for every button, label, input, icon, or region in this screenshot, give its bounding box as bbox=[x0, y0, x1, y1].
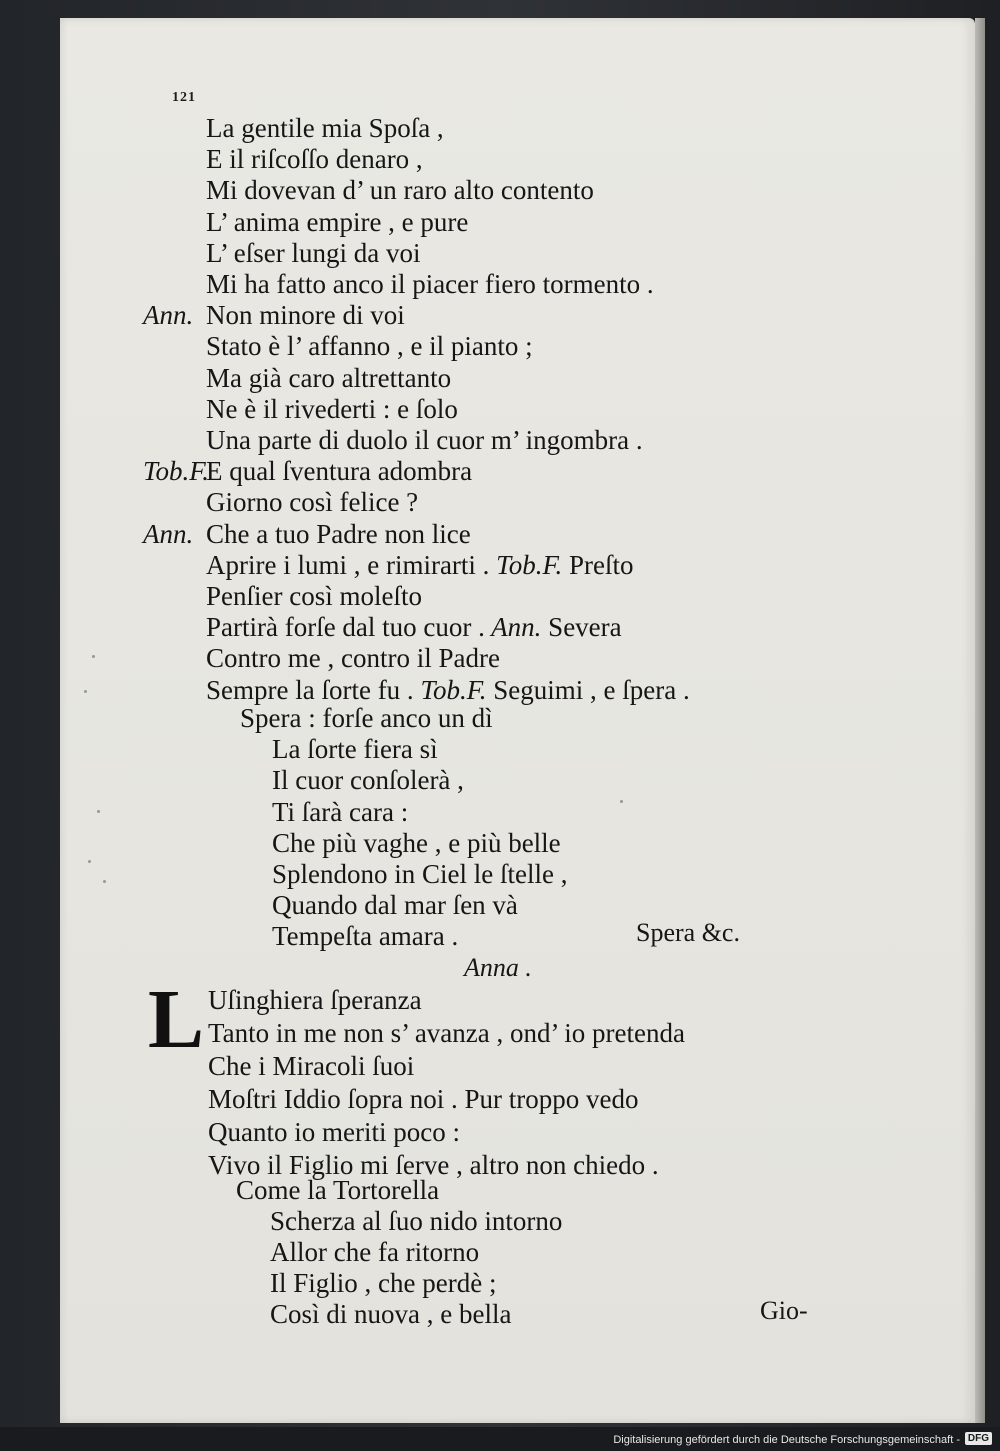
aria-line: Splendono in Ciel le ſtelle , bbox=[272, 859, 568, 889]
paper-speck bbox=[92, 655, 95, 658]
speaker-label: Tob.F. bbox=[489, 550, 569, 580]
footer-credit: Digitalisierung gefördert durch die Deutsche Forschungsgemeinschaft - bbox=[613, 1434, 960, 1446]
verse-text: Giorno così felice ? bbox=[206, 487, 419, 517]
verse-line bbox=[206, 238, 420, 268]
speaker-label: Ann. bbox=[143, 519, 194, 549]
aria-line: Che più vaghe , e più belle bbox=[272, 828, 561, 858]
verse-text: Partirà forſe dal tuo cuor . bbox=[206, 612, 485, 642]
paper-speck bbox=[88, 860, 91, 863]
verse-text: Una parte di duolo il cuor m’ ingombra . bbox=[206, 425, 643, 455]
speaker-label: Tob.F. bbox=[143, 456, 210, 486]
refrain-cue: Spera &c. bbox=[636, 918, 740, 947]
verse-text: Non minore di voi bbox=[206, 300, 405, 330]
drop-cap: L bbox=[148, 973, 205, 1066]
paper-speck bbox=[103, 880, 106, 883]
aria-line: Così di nuova , e bella bbox=[270, 1299, 512, 1329]
aria-line: Allor che fa ritorno bbox=[270, 1237, 480, 1267]
aria-line: Ti ſarà cara : bbox=[272, 797, 409, 827]
verse-text: Ma già caro altrettanto bbox=[206, 363, 452, 393]
verse-text: Preſto bbox=[568, 550, 634, 580]
verse-line bbox=[206, 331, 533, 361]
aria-line: Spera : forſe anco un dì bbox=[240, 703, 493, 733]
verse-text: Mi ha fatto anco il piacer fiero tormento . bbox=[206, 269, 654, 299]
verse-line: Quanto io meriti poco : bbox=[208, 1117, 460, 1147]
verse-text: Contro me , contro il Padre bbox=[206, 643, 500, 673]
verse-text: Aprire i lumi , e rimirarti . bbox=[206, 550, 490, 580]
aria-line: Il cuor conſolerà , bbox=[272, 765, 464, 795]
verse-line bbox=[206, 643, 500, 673]
aria-line: Tempeſta amara . bbox=[272, 921, 459, 951]
verse-line bbox=[206, 363, 451, 393]
verse-line bbox=[206, 519, 471, 549]
verse-line bbox=[206, 175, 594, 205]
verse-line bbox=[206, 300, 405, 330]
verse-line: Vivo il Figlio mi ſerve , altro non chiedo . bbox=[208, 1150, 659, 1180]
verse-text: Mi dovevan d’ un raro alto contento bbox=[206, 175, 594, 205]
verse-text: L’ anima empire , e pure bbox=[206, 207, 469, 237]
verse-line bbox=[206, 113, 444, 143]
page-number: 121 bbox=[172, 90, 196, 105]
aria-line: Come la Tortorella bbox=[236, 1175, 440, 1205]
verse-line: Uſinghiera ſperanza bbox=[208, 985, 422, 1015]
aria-line: Il Figlio , che perdè ; bbox=[270, 1268, 497, 1298]
verse-line bbox=[206, 144, 423, 174]
verse-text: Seguimi , e ſpera . bbox=[493, 675, 690, 705]
verse-text: L’ eſser lungi da voi bbox=[206, 238, 421, 268]
speaker-label: Ann. bbox=[143, 300, 194, 330]
verse-line bbox=[206, 487, 418, 517]
verse-line bbox=[206, 456, 472, 486]
verse-text: La gentile mia Spoſa , bbox=[206, 113, 444, 143]
verse-text: Che a tuo Padre non lice bbox=[206, 519, 471, 549]
aria-line: La ſorte fiera sì bbox=[272, 734, 438, 764]
aria-line: Quando dal mar ſen và bbox=[272, 890, 518, 920]
section-heading: Anna . bbox=[464, 953, 532, 982]
paper-speck bbox=[620, 800, 623, 803]
verse-line bbox=[206, 207, 468, 237]
verse-text: Ne è il rivederti : e ſolo bbox=[206, 394, 458, 424]
verse-line: Che i Miracoli ſuoi bbox=[208, 1051, 415, 1081]
verse-line: Tanto in me non s’ avanza , ond’ io pretenda bbox=[208, 1018, 685, 1048]
speaker-label: Tob.F. bbox=[413, 675, 494, 705]
verse-line bbox=[206, 425, 643, 455]
paper-speck bbox=[84, 690, 87, 693]
verse-line bbox=[206, 581, 422, 611]
aria-line: Scherza al ſuo nido intorno bbox=[270, 1206, 563, 1236]
verse-text: E il riſcoſſo denaro , bbox=[206, 144, 423, 174]
verse-text: E qual ſventura adombra bbox=[206, 456, 473, 486]
verse-line: Moſtri Iddio ſopra noi . Pur troppo vedo bbox=[208, 1084, 639, 1114]
verse-line bbox=[206, 269, 654, 299]
verse-line bbox=[206, 612, 622, 642]
verse-line bbox=[206, 394, 458, 424]
verse-line bbox=[206, 675, 690, 705]
verse-text: Sempre la ſorte fu . bbox=[206, 675, 414, 705]
verse-text: Penſier così moleſto bbox=[206, 581, 422, 611]
paper-speck bbox=[97, 810, 100, 813]
dfg-logo: DFG bbox=[965, 1432, 992, 1445]
catchword: Gio- bbox=[760, 1296, 808, 1325]
verse-text: Stato è l’ affanno , e il pianto ; bbox=[206, 331, 533, 361]
page-edge bbox=[975, 18, 985, 1423]
verse-line bbox=[206, 550, 633, 580]
speaker-label: Ann. bbox=[484, 612, 549, 642]
verse-text: Severa bbox=[548, 612, 622, 642]
